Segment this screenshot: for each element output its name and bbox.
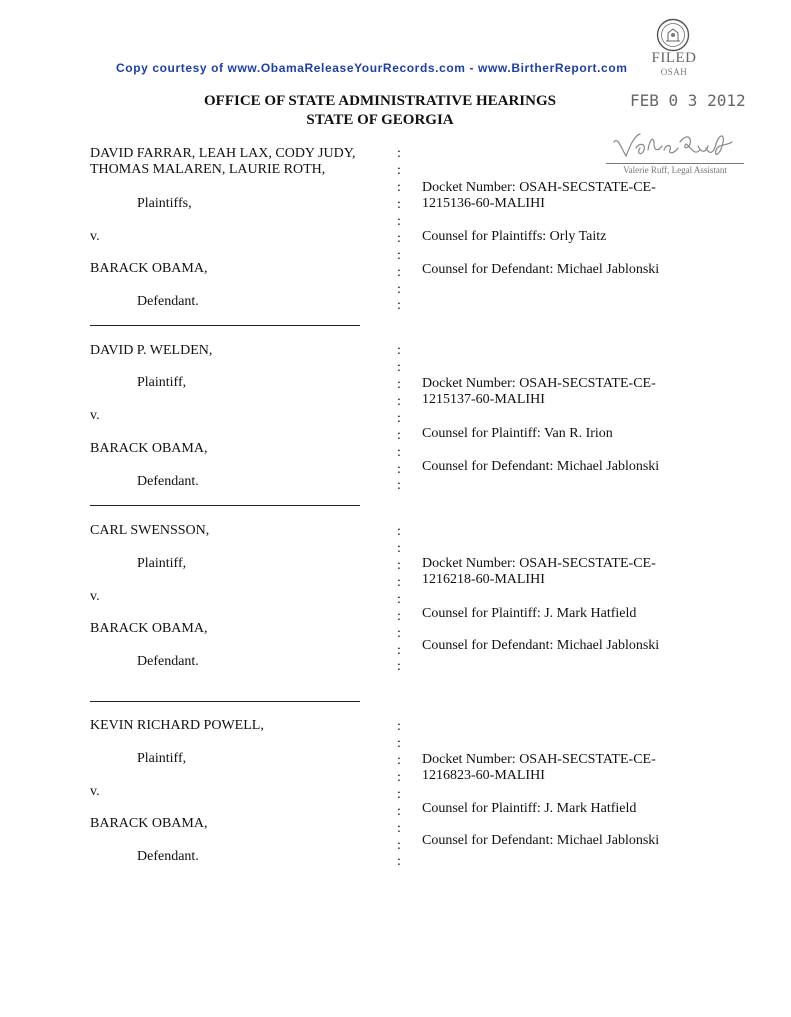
case-3-separator	[90, 701, 360, 702]
case-3-docket-line-1: Docket Number: OSAH-SECSTATE-CE-	[422, 556, 656, 571]
office-heading: OFFICE OF STATE ADMINISTRATIVE HEARINGS	[203, 93, 556, 109]
signature-line	[606, 163, 744, 164]
case-1-counsel-plaintiff: Counsel for Plaintiffs: Orly Taitz	[422, 229, 607, 244]
case-2-counsel-defendant: Counsel for Defendant: Michael Jablonski	[422, 459, 660, 474]
colon-separator: :	[397, 214, 401, 229]
state-seal-icon	[656, 18, 690, 52]
case-3-versus: v.	[90, 589, 100, 604]
case-1-plaintiffs-line-1: DAVID FARRAR, LEAH LAX, CODY JUDY,	[90, 146, 356, 161]
case-4-defendant-role: Defendant.	[137, 849, 199, 864]
case-3-defendant: BARACK OBAMA,	[90, 621, 208, 636]
case-3-counsel-defendant: Counsel for Defendant: Michael Jablonski	[422, 638, 660, 653]
case-2-separator	[90, 505, 360, 506]
colon-separator: :	[397, 231, 401, 246]
colon-separator: :	[397, 558, 401, 573]
filed-label: FILED	[651, 50, 697, 66]
case-3-counsel-plaintiff: Counsel for Plaintiff: J. Mark Hatfield	[422, 606, 637, 621]
colon-separator: :	[397, 248, 401, 263]
colon-separator: :	[397, 343, 401, 358]
state-heading: STATE OF GEORGIA	[306, 112, 454, 128]
colon-separator: :	[397, 643, 401, 658]
case-3-defendant-role: Defendant.	[137, 654, 199, 669]
filed-office: OSAH	[660, 67, 688, 77]
case-4-plaintiff-role: Plaintiff,	[137, 751, 187, 766]
case-2-plaintiff: DAVID P. WELDEN,	[90, 343, 213, 358]
colon-separator: :	[397, 478, 401, 493]
colon-separator: :	[397, 197, 401, 212]
case-1-counsel-defendant: Counsel for Defendant: Michael Jablonski	[422, 262, 660, 277]
case-1-versus: v.	[90, 229, 100, 244]
colon-separator: :	[397, 838, 401, 853]
colon-separator: :	[397, 298, 401, 313]
case-1-docket-line-2: 1215136-60-MALIHI	[422, 196, 545, 211]
colon-separator: :	[397, 575, 401, 590]
colon-separator: :	[397, 445, 401, 460]
colon-separator: :	[397, 428, 401, 443]
filed-date: FEB 0 3 2012	[630, 91, 746, 110]
case-4-counsel-defendant: Counsel for Defendant: Michael Jablonski	[422, 833, 660, 848]
colon-separator: :	[397, 163, 401, 178]
colon-separator: :	[397, 736, 401, 751]
colon-separator: :	[397, 282, 401, 297]
case-4-docket-line-1: Docket Number: OSAH-SECSTATE-CE-	[422, 752, 656, 767]
colon-separator: :	[397, 360, 401, 375]
case-1-docket-line-1: Docket Number: OSAH-SECSTATE-CE-	[422, 180, 656, 195]
colon-separator: :	[397, 821, 401, 836]
case-4-docket-line-2: 1216823-60-MALIHI	[422, 768, 545, 783]
colon-separator: :	[397, 719, 401, 734]
case-3-plaintiff: CARL SWENSSON,	[90, 523, 210, 538]
colon-separator: :	[397, 146, 401, 161]
case-1-plaintiffs-line-2: THOMAS MALAREN, LAURIE ROTH,	[90, 162, 326, 177]
case-4-counsel-plaintiff: Counsel for Plaintiff: J. Mark Hatfield	[422, 801, 637, 816]
case-2-defendant: BARACK OBAMA,	[90, 441, 208, 456]
case-2-defendant-role: Defendant.	[137, 474, 199, 489]
case-2-counsel-plaintiff: Counsel for Plaintiff: Van R. Irion	[422, 426, 613, 441]
colon-separator: :	[397, 394, 401, 409]
case-2-versus: v.	[90, 408, 100, 423]
colon-separator: :	[397, 787, 401, 802]
colon-separator: :	[397, 753, 401, 768]
colon-separator: :	[397, 377, 401, 392]
case-2-docket-line-1: Docket Number: OSAH-SECSTATE-CE-	[422, 376, 656, 391]
colon-separator: :	[397, 411, 401, 426]
case-2-docket-line-2: 1215137-60-MALIHI	[422, 392, 545, 407]
case-2-plaintiff-role: Plaintiff,	[137, 375, 187, 390]
case-4-defendant: BARACK OBAMA,	[90, 816, 208, 831]
colon-separator: :	[397, 659, 401, 674]
case-1-separator	[90, 325, 360, 326]
case-4-plaintiff: KEVIN RICHARD POWELL,	[90, 718, 264, 733]
handwritten-signature	[610, 128, 736, 164]
colon-separator: :	[397, 854, 401, 869]
colon-separator: :	[397, 592, 401, 607]
colon-separator: :	[397, 626, 401, 641]
signer-name: Valerie Ruff, Legal Assistant	[623, 165, 727, 175]
courtesy-banner: Copy courtesy of www.ObamaReleaseYourRecords.com - www.BirtherReport.com	[116, 61, 628, 75]
colon-separator: :	[397, 804, 401, 819]
case-4-versus: v.	[90, 784, 100, 799]
colon-separator: :	[397, 180, 401, 195]
case-1-defendant: BARACK OBAMA,	[90, 261, 208, 276]
colon-separator: :	[397, 462, 401, 477]
case-1-plaintiff-role: Plaintiffs,	[137, 196, 192, 211]
colon-separator: :	[397, 524, 401, 539]
colon-separator: :	[397, 265, 401, 280]
case-3-plaintiff-role: Plaintiff,	[137, 556, 187, 571]
colon-separator: :	[397, 541, 401, 556]
colon-separator: :	[397, 770, 401, 785]
case-3-docket-line-2: 1216218-60-MALIHI	[422, 572, 545, 587]
case-1-defendant-role: Defendant.	[137, 294, 199, 309]
colon-separator: :	[397, 609, 401, 624]
